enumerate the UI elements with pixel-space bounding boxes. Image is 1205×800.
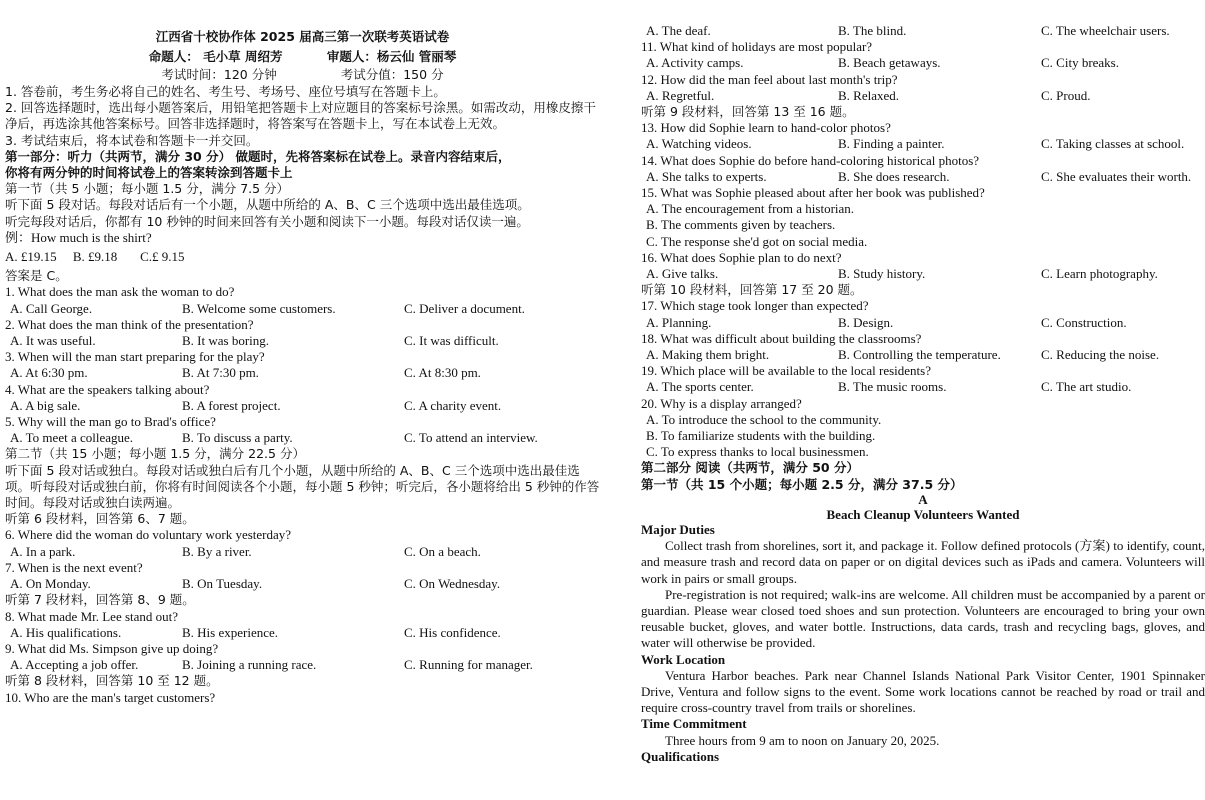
question-text: 9. What did Ms. Simpson give up doing? <box>5 640 219 656</box>
option-a: A. On Monday. <box>10 576 91 592</box>
section2-header: 第二节（共 15 小题；每小题 1.5 分，满分 22.5 分） <box>5 446 305 462</box>
question-15: 15. What was Sophie pleased about after her book was published? <box>641 185 985 201</box>
option-b: B. On Tuesday. <box>182 576 263 592</box>
option-row <box>641 55 1205 71</box>
option-a: A. A big sale. <box>10 397 81 413</box>
option-row <box>5 625 600 641</box>
question-text: 17. Which stage took longer than expected? <box>641 298 869 314</box>
option-b: B. The blind. <box>838 23 907 38</box>
exam-reviewers: 审题人：杨云仙 管丽琴 <box>326 49 457 64</box>
paragraph-duties-2: Pre-registration is not required; walk-ins are welcome. All children must be accompanied by a parent or guardian. Please wear closed toed shoes and sun protection. Volunteers are encouraged to bring your own reusable bucket, gloves, and water bottle. Instructions, data cards, trash and recycling bags, gloves, and water will otherwise be provided. <box>641 586 1205 651</box>
option-c: C. Taking classes at school. <box>1041 136 1185 152</box>
part1-title: 第一部分：听力（共两节，满分 30 分） 做题时，先将答案标在试卷上。录音内容结束后， <box>5 148 511 164</box>
section1-instruction-1: 听下面 5 段对话。每段对话后有一个小题，从题中所给的 A、B、C 三个选项中选出最佳选项。 <box>5 197 530 213</box>
option-b: B. Study history. <box>838 266 926 282</box>
part2-title: 第二部分 阅读（共两节，满分 50 分） <box>641 460 859 476</box>
question-text: 14. What does Sophie do before hand-coloring historical photos? <box>641 152 980 168</box>
example-answer: 答案是 C。 <box>5 268 68 284</box>
question-text: 1. What does the man ask the woman to do? <box>5 284 235 300</box>
questions-1-5 <box>5 284 600 446</box>
option-row <box>5 544 600 560</box>
heading-qualifications: Qualifications <box>641 748 720 764</box>
passage-title: Beach Cleanup Volunteers Wanted <box>826 506 1020 522</box>
question-20: 20. Why is a display arranged? <box>641 395 802 411</box>
option-a: A. The deaf. <box>646 23 711 38</box>
option-b: B. A forest project. <box>182 397 281 413</box>
material-8-heading: 听第 8 段材料，回答第 10 至 12 题。 <box>5 673 219 689</box>
questions-6-9 <box>5 511 600 673</box>
option-a: A. To meet a colleague. <box>10 430 134 446</box>
question-15-option-a: A. The encouragement from a historian. <box>646 201 855 217</box>
option-a: A. It was useful. <box>10 333 96 349</box>
option-row <box>641 169 1205 185</box>
option-b: B. The music rooms. <box>838 379 947 395</box>
heading-major-duties: Major Duties <box>641 521 715 537</box>
material-heading: 听第 7 段材料，回答第 8、9 题。 <box>5 592 195 608</box>
exam-score: 考试分值：150 分 <box>340 67 444 82</box>
option-c: C. On Wednesday. <box>404 576 501 592</box>
option-row <box>5 430 600 446</box>
paragraph-time: Three hours from 9 am to noon on January 20, 2025. <box>665 732 940 748</box>
option-b: B. Design. <box>838 314 894 330</box>
question-15-option-b: B. The comments given by teachers. <box>646 217 836 233</box>
option-row <box>641 88 1205 104</box>
option-row <box>5 333 600 349</box>
option-a: A. Watching videos. <box>646 136 752 152</box>
material-heading: 听第 10 段材料，回答第 17 至 20 题。 <box>641 282 863 298</box>
example-option-a: A. £19.15 <box>5 249 57 265</box>
option-c: C. At 8:30 pm. <box>404 365 481 381</box>
material-heading: 听第 6 段材料，回答第 6、7 题。 <box>5 511 195 527</box>
option-a: A. Planning. <box>646 314 712 330</box>
option-c: C. It was difficult. <box>404 333 499 349</box>
option-row <box>5 398 600 414</box>
questions-16-19 <box>641 250 1205 396</box>
option-a: A. Activity camps. <box>646 55 744 71</box>
option-b: B. At 7:30 pm. <box>182 365 259 381</box>
option-b: B. Welcome some customers. <box>182 300 336 316</box>
section1-header: 第一节（共 5 小题；每小题 1.5 分，满分 7.5 分） <box>5 181 290 197</box>
material-heading: 听第 9 段材料，回答第 13 至 16 题。 <box>641 104 855 120</box>
section1-instruction-2: 听完每段对话后，你都有 10 秒钟的时间来回答有关小题和阅读下一小题。每段对话仅读一遍。 <box>5 213 529 229</box>
option-a: A. In a park. <box>10 543 76 559</box>
option-c: C. City breaks. <box>1041 55 1119 71</box>
question-text: 7. When is the next event? <box>5 559 143 575</box>
part1-title-cont: 你将有两分钟的时间将试卷上的答案转涂到答题卡上 <box>5 165 293 181</box>
option-b: B. Relaxed. <box>838 87 900 103</box>
exam-title: 江西省十校协作体 2025 届高三第一次联考英语试卷 <box>155 29 450 44</box>
question-20-option-c: C. To express thanks to local businessmen. <box>646 444 869 460</box>
question-text: 13. How did Sophie learn to hand-color photos? <box>641 120 891 136</box>
example-options <box>5 249 600 265</box>
question-text: 6. Where did the woman do voluntary work yesterday? <box>5 527 292 543</box>
option-row <box>641 379 1205 395</box>
paragraph-duties-1: Collect trash from shorelines, sort it, and package it. Follow defined protocols (方案) to identify, count, and measure trash and record data on paper or on digital devices such as iPads and camera. Volunteers will work in pairs or small groups. <box>641 538 1205 586</box>
option-row <box>5 365 600 381</box>
option-b: B. Controlling the temperature. <box>838 347 1001 363</box>
option-c: C. Learn photography. <box>1041 266 1158 282</box>
option-c: C. Reducing the noise. <box>1041 347 1160 363</box>
section2-instruction: 听下面 5 段对话或独白。每段对话或独白后有几个小题，从题中所给的 A、B、C 三个选项中选出最佳选项。听每段对话或独白前，你将有时间阅读各个小题，每小题 5 秒钟；听完后，各小题将给出 5 秒钟的作答时间。每段对话或独白读两遍。 <box>5 462 600 511</box>
option-c: C. On a beach. <box>404 543 481 559</box>
option-b: B. By a river. <box>182 543 252 559</box>
example-question: 例：How much is the shirt? <box>5 229 152 245</box>
option-a: A. She talks to experts. <box>646 168 767 184</box>
option-b: B. Joining a running race. <box>182 657 317 673</box>
option-row <box>5 301 600 317</box>
heading-time-commitment: Time Commitment <box>641 716 747 732</box>
option-a: A. Making them bright. <box>646 347 770 363</box>
question-15-option-c: C. The response she'd got on social media. <box>646 233 868 249</box>
question-10: 10. Who are the man's target customers? <box>5 689 216 705</box>
question-text: 8. What made Mr. Lee stand out? <box>5 608 179 624</box>
option-a: A. The sports center. <box>646 379 754 395</box>
question-text: 11. What kind of holidays are most popular? <box>641 39 873 55</box>
paragraph-location: Ventura Harbor beaches. Park near Channel Islands National Park Visitor Center, 1901 Spinnaker Drive, Ventura and follow signs to the event. Some work locations cannot be reached by road or trail and require cross-country travel from trails or shorelines. <box>641 667 1205 716</box>
question-text: 3. When will the man start preparing for the play? <box>5 349 265 365</box>
option-c: C. To attend an interview. <box>404 430 538 446</box>
option-row <box>641 347 1205 363</box>
exam-authors-line <box>5 48 600 66</box>
questions-10-14 <box>641 23 1205 185</box>
option-a: A. Regretful. <box>646 87 715 103</box>
option-b: B. Finding a painter. <box>838 136 945 152</box>
exam-authors: 命题人： 毛小草 周绍芳 <box>148 49 283 64</box>
option-c: C. Deliver a document. <box>404 300 525 316</box>
option-a: A. Call George. <box>10 300 93 316</box>
example-option-c: C.£ 9.15 <box>140 249 185 265</box>
option-a: A. Give talks. <box>646 266 719 282</box>
option-row <box>641 266 1205 282</box>
right-column <box>641 23 1205 765</box>
instruction-1: 1. 答卷前，考生务必将自己的姓名、考生号、考场号、座位号填写在答题卡上。 <box>5 84 446 99</box>
option-b: B. Beach getaways. <box>838 55 941 71</box>
option-c: C. His confidence. <box>404 624 501 640</box>
question-text: 19. Which place will be available to the local residents? <box>641 363 931 379</box>
option-b: B. It was boring. <box>182 333 270 349</box>
question-text: 2. What does the man think of the presentation? <box>5 316 254 332</box>
option-row <box>641 315 1205 331</box>
option-a: A. His qualifications. <box>10 624 122 640</box>
question-text: 16. What does Sophie plan to do next? <box>641 249 842 265</box>
part2-section1-header: 第一节（共 15 个小题；每小题 2.5 分，满分 37.5 分） <box>641 476 963 492</box>
exam-time-line <box>5 66 600 84</box>
instruction-3: 3. 考试结束后，将本试卷和答题卡一并交回。 <box>5 132 259 148</box>
option-c: C. The wheelchair users. <box>1041 23 1170 38</box>
question-text: 4. What are the speakers talking about? <box>5 381 210 397</box>
left-column <box>5 0 600 706</box>
option-c: C. She evaluates their worth. <box>1041 168 1192 184</box>
instruction-2: 2. 回答选择题时，选出每小题答案后，用铅笔把答题卡上对应题目的答案标号涂黑。如需改动，用橡皮擦干净后，再选涂其他答案标号。回答非选择题时，将答案写在答题卡上，写在本试卷上无效。 <box>5 100 596 132</box>
passage-letter: A <box>918 491 928 507</box>
option-row <box>641 136 1205 152</box>
option-b: B. To discuss a party. <box>182 430 293 446</box>
question-text: 12. How did the man feel about last month's trip? <box>641 71 898 87</box>
option-c: C. Proud. <box>1041 87 1091 103</box>
option-row <box>5 576 600 592</box>
question-text: 5. Why will the man go to Brad's office? <box>5 414 216 430</box>
option-c: C. The art studio. <box>1041 379 1132 395</box>
option-c: C. A charity event. <box>404 397 502 413</box>
option-row <box>641 23 1205 39</box>
option-b: B. She does research. <box>838 168 950 184</box>
exam-time: 考试时间：120 分钟 <box>161 67 277 82</box>
option-row <box>5 657 600 673</box>
option-c: C. Running for manager. <box>404 657 533 673</box>
question-text: 18. What was difficult about building the classrooms? <box>641 330 922 346</box>
question-20-option-a: A. To introduce the school to the community. <box>646 411 882 427</box>
option-a: A. Accepting a job offer. <box>10 657 139 673</box>
option-b: B. His experience. <box>182 624 279 640</box>
option-c: C. Construction. <box>1041 314 1127 330</box>
option-a: A. At 6:30 pm. <box>10 365 88 381</box>
heading-work-location: Work Location <box>641 651 726 667</box>
example-option-b: B. £9.18 <box>72 249 118 265</box>
question-20-option-b: B. To familiarize students with the building. <box>646 428 876 444</box>
